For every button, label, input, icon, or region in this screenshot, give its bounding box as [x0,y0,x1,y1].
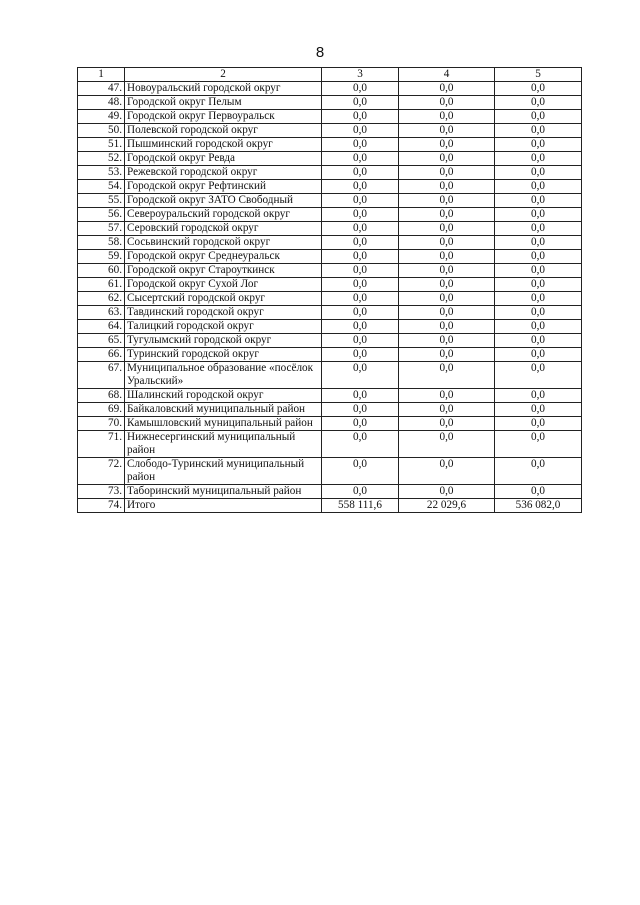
row-value-col3: 558 111,6 [322,499,399,513]
row-value-col5: 0,0 [495,264,582,278]
row-value-col5: 0,0 [495,166,582,180]
row-number: 64. [78,320,125,334]
table-row [78,320,582,334]
row-name: Городской округ Староуткинск [125,264,322,278]
row-value-col5: 0,0 [495,348,582,362]
row-number: 60. [78,264,125,278]
row-value-col5: 0,0 [495,110,582,124]
row-number: 58. [78,236,125,250]
row-name: Полевской городской округ [125,124,322,138]
row-value-col5: 0,0 [495,278,582,292]
row-value-col4: 0,0 [399,152,495,166]
row-name: Городской округ Сухой Лог [125,278,322,292]
column-header-4: 4 [399,68,495,82]
row-value-col3: 0,0 [322,403,399,417]
row-value-col5: 0,0 [495,180,582,194]
row-value-col3: 0,0 [322,292,399,306]
row-value-col4: 0,0 [399,306,495,320]
row-value-col4: 0,0 [399,180,495,194]
row-value-col3: 0,0 [322,110,399,124]
row-value-col4: 0,0 [399,138,495,152]
row-number: 61. [78,278,125,292]
row-value-col3: 0,0 [322,389,399,403]
table-row [78,389,582,403]
row-number: 68. [78,389,125,403]
row-name: Слободо-Туринский муниципальный район [125,458,322,485]
row-value-col3: 0,0 [322,208,399,222]
row-name: Итого [125,499,322,513]
row-name: Тавдинский городской округ [125,306,322,320]
row-value-col4: 0,0 [399,110,495,124]
row-value-col4: 0,0 [399,431,495,458]
table-row [78,431,582,458]
row-value-col5: 0,0 [495,485,582,499]
row-number: 71. [78,431,125,458]
row-name: Новоуральский городской округ [125,82,322,96]
table-body [78,82,582,513]
table-row [78,82,582,96]
row-value-col4: 0,0 [399,166,495,180]
row-value-col5: 0,0 [495,250,582,264]
row-number: 54. [78,180,125,194]
row-name: Режевской городской округ [125,166,322,180]
row-number: 72. [78,458,125,485]
row-value-col5: 0,0 [495,362,582,389]
row-value-col4: 0,0 [399,124,495,138]
row-value-col3: 0,0 [322,362,399,389]
row-name: Городской округ Ревда [125,152,322,166]
row-number: 65. [78,334,125,348]
table-row [78,264,582,278]
row-name: Городской округ Пелым [125,96,322,110]
column-header-1: 1 [78,68,125,82]
row-value-col4: 0,0 [399,222,495,236]
row-value-col4: 0,0 [399,194,495,208]
row-name: Талицкий городской округ [125,320,322,334]
table-row [78,334,582,348]
row-value-col4: 0,0 [399,82,495,96]
row-value-col5: 0,0 [495,96,582,110]
row-value-col4: 0,0 [399,362,495,389]
table-row [78,250,582,264]
row-name: Серовский городской округ [125,222,322,236]
row-value-col3: 0,0 [322,166,399,180]
row-number: 74. [78,499,125,513]
row-value-col5: 0,0 [495,82,582,96]
row-number: 53. [78,166,125,180]
row-name: Шалинский городской округ [125,389,322,403]
row-value-col4: 0,0 [399,458,495,485]
row-value-col4: 0,0 [399,208,495,222]
table-row [78,194,582,208]
column-header-5: 5 [495,68,582,82]
row-number: 51. [78,138,125,152]
table-row [78,292,582,306]
row-value-col4: 0,0 [399,485,495,499]
table-row [78,166,582,180]
row-number: 52. [78,152,125,166]
row-name: Муниципальное образование «посёлок Уральский» [125,362,322,389]
table-row [78,306,582,320]
row-value-col3: 0,0 [322,82,399,96]
table-row [78,485,582,499]
row-value-col5: 536 082,0 [495,499,582,513]
row-value-col5: 0,0 [495,417,582,431]
row-name: Сысертский городской округ [125,292,322,306]
table-row [78,152,582,166]
row-number: 50. [78,124,125,138]
row-value-col5: 0,0 [495,236,582,250]
row-name: Городской округ Среднеуральск [125,250,322,264]
row-value-col3: 0,0 [322,152,399,166]
row-value-col3: 0,0 [322,348,399,362]
row-name: Пышминский городской округ [125,138,322,152]
row-number: 62. [78,292,125,306]
row-value-col4: 0,0 [399,389,495,403]
row-number: 47. [78,82,125,96]
row-name: Таборинский муниципальный район [125,485,322,499]
row-value-col4: 0,0 [399,96,495,110]
table-row [78,362,582,389]
row-value-col3: 0,0 [322,431,399,458]
table-row [78,236,582,250]
row-name: Городской округ Рефтинский [125,180,322,194]
table-header-row [78,68,582,82]
table-row [78,96,582,110]
row-value-col3: 0,0 [322,138,399,152]
row-value-col4: 0,0 [399,320,495,334]
row-number: 59. [78,250,125,264]
row-name: Городской округ Первоуральск [125,110,322,124]
row-number: 56. [78,208,125,222]
row-value-col5: 0,0 [495,306,582,320]
row-value-col3: 0,0 [322,485,399,499]
row-value-col3: 0,0 [322,264,399,278]
page-number: 8 [315,44,325,61]
row-value-col3: 0,0 [322,417,399,431]
row-value-col3: 0,0 [322,278,399,292]
row-number: 63. [78,306,125,320]
row-number: 57. [78,222,125,236]
row-value-col4: 0,0 [399,403,495,417]
row-value-col3: 0,0 [322,320,399,334]
table-row [78,180,582,194]
row-value-col5: 0,0 [495,403,582,417]
table-row [78,222,582,236]
row-value-col3: 0,0 [322,96,399,110]
row-value-col3: 0,0 [322,194,399,208]
row-number: 70. [78,417,125,431]
table-row [78,458,582,485]
row-value-col3: 0,0 [322,236,399,250]
table-row [78,124,582,138]
row-value-col5: 0,0 [495,292,582,306]
table-row [78,208,582,222]
row-value-col3: 0,0 [322,222,399,236]
row-value-col5: 0,0 [495,320,582,334]
row-name: Туринский городской округ [125,348,322,362]
row-number: 66. [78,348,125,362]
column-header-2: 2 [125,68,322,82]
table-row [78,417,582,431]
row-number: 73. [78,485,125,499]
table-row [78,348,582,362]
row-name: Городской округ ЗАТО Свободный [125,194,322,208]
row-value-col4: 0,0 [399,278,495,292]
row-value-col3: 0,0 [322,124,399,138]
table-row [78,110,582,124]
row-value-col4: 0,0 [399,236,495,250]
row-number: 69. [78,403,125,417]
row-value-col3: 0,0 [322,458,399,485]
row-name: Байкаловский муниципальный район [125,403,322,417]
row-value-col5: 0,0 [495,222,582,236]
row-value-col5: 0,0 [495,152,582,166]
row-number: 67. [78,362,125,389]
row-value-col4: 0,0 [399,417,495,431]
row-number: 55. [78,194,125,208]
row-name: Нижнесергинский муниципальный район [125,431,322,458]
row-value-col5: 0,0 [495,124,582,138]
row-value-col5: 0,0 [495,208,582,222]
row-value-col3: 0,0 [322,334,399,348]
row-number: 48. [78,96,125,110]
row-name: Сосьвинский городской округ [125,236,322,250]
row-value-col4: 0,0 [399,250,495,264]
row-value-col4: 22 029,6 [399,499,495,513]
row-value-col3: 0,0 [322,250,399,264]
column-header-3: 3 [322,68,399,82]
row-name: Североуральский городской округ [125,208,322,222]
row-value-col4: 0,0 [399,334,495,348]
row-value-col5: 0,0 [495,138,582,152]
table-row [78,403,582,417]
row-value-col3: 0,0 [322,306,399,320]
row-value-col3: 0,0 [322,180,399,194]
row-value-col4: 0,0 [399,292,495,306]
row-value-col4: 0,0 [399,264,495,278]
row-value-col5: 0,0 [495,458,582,485]
row-number: 49. [78,110,125,124]
row-name: Тугулымский городской округ [125,334,322,348]
row-value-col5: 0,0 [495,389,582,403]
table-row [78,138,582,152]
row-value-col4: 0,0 [399,348,495,362]
row-value-col5: 0,0 [495,194,582,208]
table-row [78,499,582,513]
allocation-table [77,67,582,513]
table-row [78,278,582,292]
row-name: Камышловский муниципальный район [125,417,322,431]
row-value-col5: 0,0 [495,334,582,348]
row-value-col5: 0,0 [495,431,582,458]
